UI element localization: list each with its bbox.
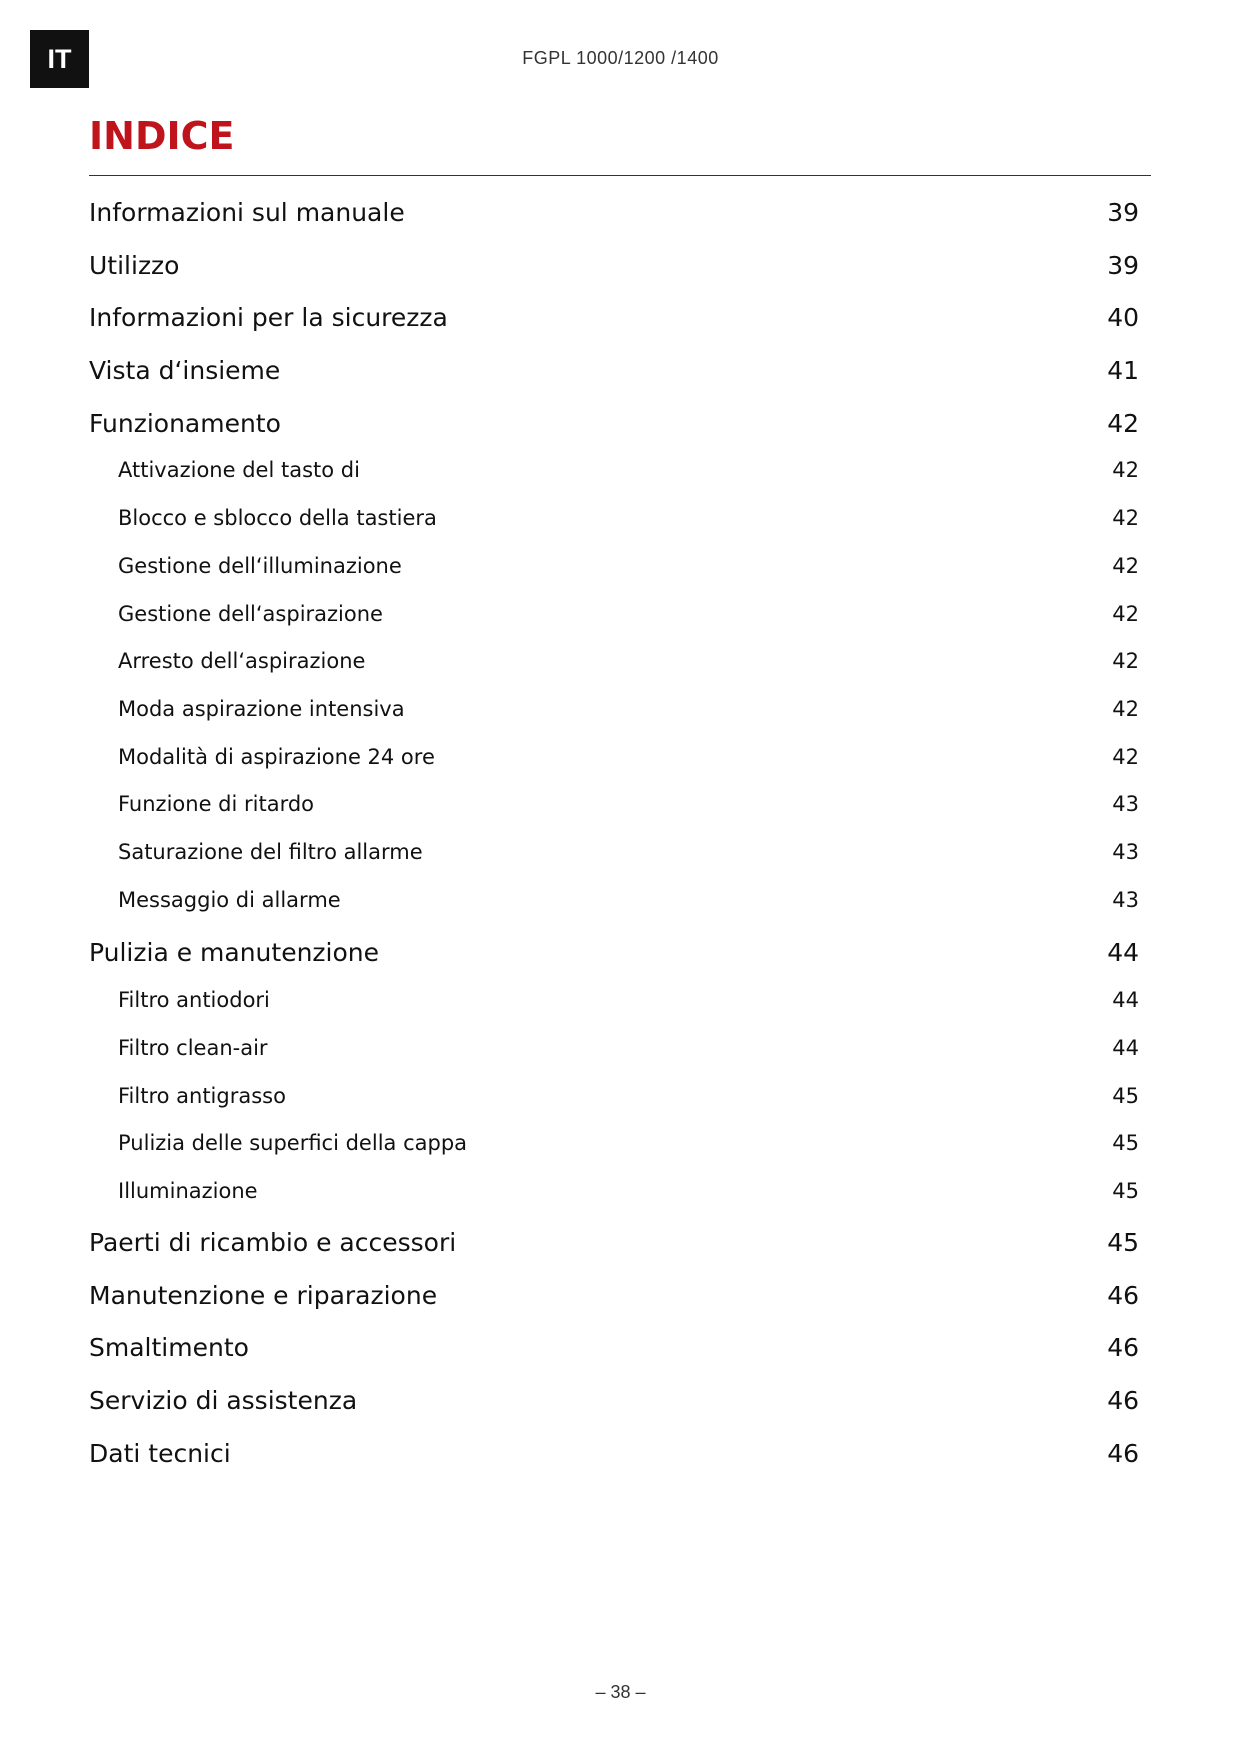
toc-entry-page: 42 [1112,602,1139,626]
toc-entry-label: Saturazione del filtro allarme [118,840,423,864]
toc-entry[interactable] [89,840,1139,864]
toc-entry[interactable] [89,198,1139,227]
toc-entry-page: 46 [1107,1281,1139,1310]
toc-entry[interactable] [89,697,1139,721]
toc-entry-page: 45 [1112,1179,1139,1203]
toc-entry-label: Illuminazione [118,1179,258,1203]
toc-entry[interactable] [89,506,1139,530]
toc-entry-page: 42 [1107,409,1139,438]
toc-entry[interactable] [89,1386,1139,1415]
toc-entry-page: 40 [1107,303,1139,332]
toc-entry-label: Servizio di assistenza [89,1386,358,1415]
toc-entry-label: Filtro clean-air [118,1036,268,1060]
toc-entry-page: 43 [1112,840,1139,864]
toc-entry-label: Dati tecnici [89,1439,231,1468]
toc-entry[interactable] [89,409,1139,438]
page-title: INDICE [89,114,235,158]
toc-entry-page: 43 [1112,888,1139,912]
toc-entry-label: Funzionamento [89,409,281,438]
toc-entry-page: 39 [1107,198,1139,227]
toc-entry-label: Gestione dell‘illuminazione [118,554,402,578]
toc-entry[interactable] [89,554,1139,578]
toc-entry-page: 42 [1112,697,1139,721]
toc-entry-page: 45 [1112,1084,1139,1108]
toc-entry-page: 46 [1107,1439,1139,1468]
toc-entry[interactable] [89,649,1139,673]
toc-entry-page: 46 [1107,1333,1139,1362]
toc-entry[interactable] [89,356,1139,385]
toc-entry-label: Attivazione del tasto di [118,458,360,482]
toc-entry[interactable] [89,458,1139,482]
toc-entry-label: Informazioni sul manuale [89,198,405,227]
toc-entry[interactable] [89,303,1139,332]
toc-entry[interactable] [89,745,1139,769]
toc-entry[interactable] [89,938,1139,967]
toc-entry-label: Filtro antiodori [118,988,270,1012]
toc-entry-page: 46 [1107,1386,1139,1415]
toc-entry[interactable] [89,602,1139,626]
toc-entry-page: 42 [1112,506,1139,530]
toc-entry-label: Pulizia e manutenzione [89,938,380,967]
toc-entry-label: Filtro antigrasso [118,1084,286,1108]
toc-entry-label: Funzione di ritardo [118,792,315,816]
toc-entry-page: 43 [1112,792,1139,816]
toc-entry[interactable] [89,1179,1139,1203]
toc-entry-label: Informazioni per la sicurezza [89,303,448,332]
toc-entry-label: Gestione dell‘aspirazione [118,602,383,626]
toc-entry-label: Paerti di ricambio e accessori [89,1228,457,1257]
toc-entry[interactable] [89,1281,1139,1310]
toc-entry-page: 42 [1112,554,1139,578]
toc-entry[interactable] [89,988,1139,1012]
toc-entry-page: 42 [1112,458,1139,482]
toc-entry[interactable] [89,1036,1139,1060]
toc-entry[interactable] [89,1333,1139,1362]
language-badge: IT [30,30,89,88]
toc-entry[interactable] [89,251,1139,280]
toc-entry[interactable] [89,1131,1139,1155]
toc-entry[interactable] [89,888,1139,912]
toc-entry-label: Arresto dell‘aspirazione [118,649,366,673]
toc-entry-page: 45 [1107,1228,1139,1257]
toc-entry-label: Manutenzione e riparazione [89,1281,438,1310]
toc-entry-label: Smaltimento [89,1333,249,1362]
toc-entry-label: Moda aspirazione intensiva [118,697,405,721]
page-number: – 38 – [595,1682,646,1702]
toc-entry-page: 39 [1107,251,1139,280]
toc-entry-page: 44 [1112,988,1139,1012]
title-divider [89,175,1151,176]
toc-entry-label: Pulizia delle superfici della cappa [118,1131,468,1155]
toc-entry[interactable] [89,1228,1139,1257]
toc-entry-page: 42 [1112,649,1139,673]
toc-entry-label: Messaggio di allarme [118,888,341,912]
toc-entry[interactable] [89,1439,1139,1468]
toc-entry-page: 42 [1112,745,1139,769]
toc-entry[interactable] [89,792,1139,816]
toc-entry-page: 45 [1112,1131,1139,1155]
toc-entry-label: Utilizzo [89,251,180,280]
toc-entry[interactable] [89,1084,1139,1108]
toc-entry-page: 44 [1107,938,1139,967]
toc-entry-page: 44 [1112,1036,1139,1060]
model-name: FGPL 1000/1200 /1400 [522,48,719,68]
toc-entry-label: Blocco e sblocco della tastiera [118,506,437,530]
toc-entry-label: Vista d‘insieme [89,356,281,385]
toc-entry-label: Modalità di aspirazione 24 ore [118,745,435,769]
toc-entry-page: 41 [1107,356,1139,385]
